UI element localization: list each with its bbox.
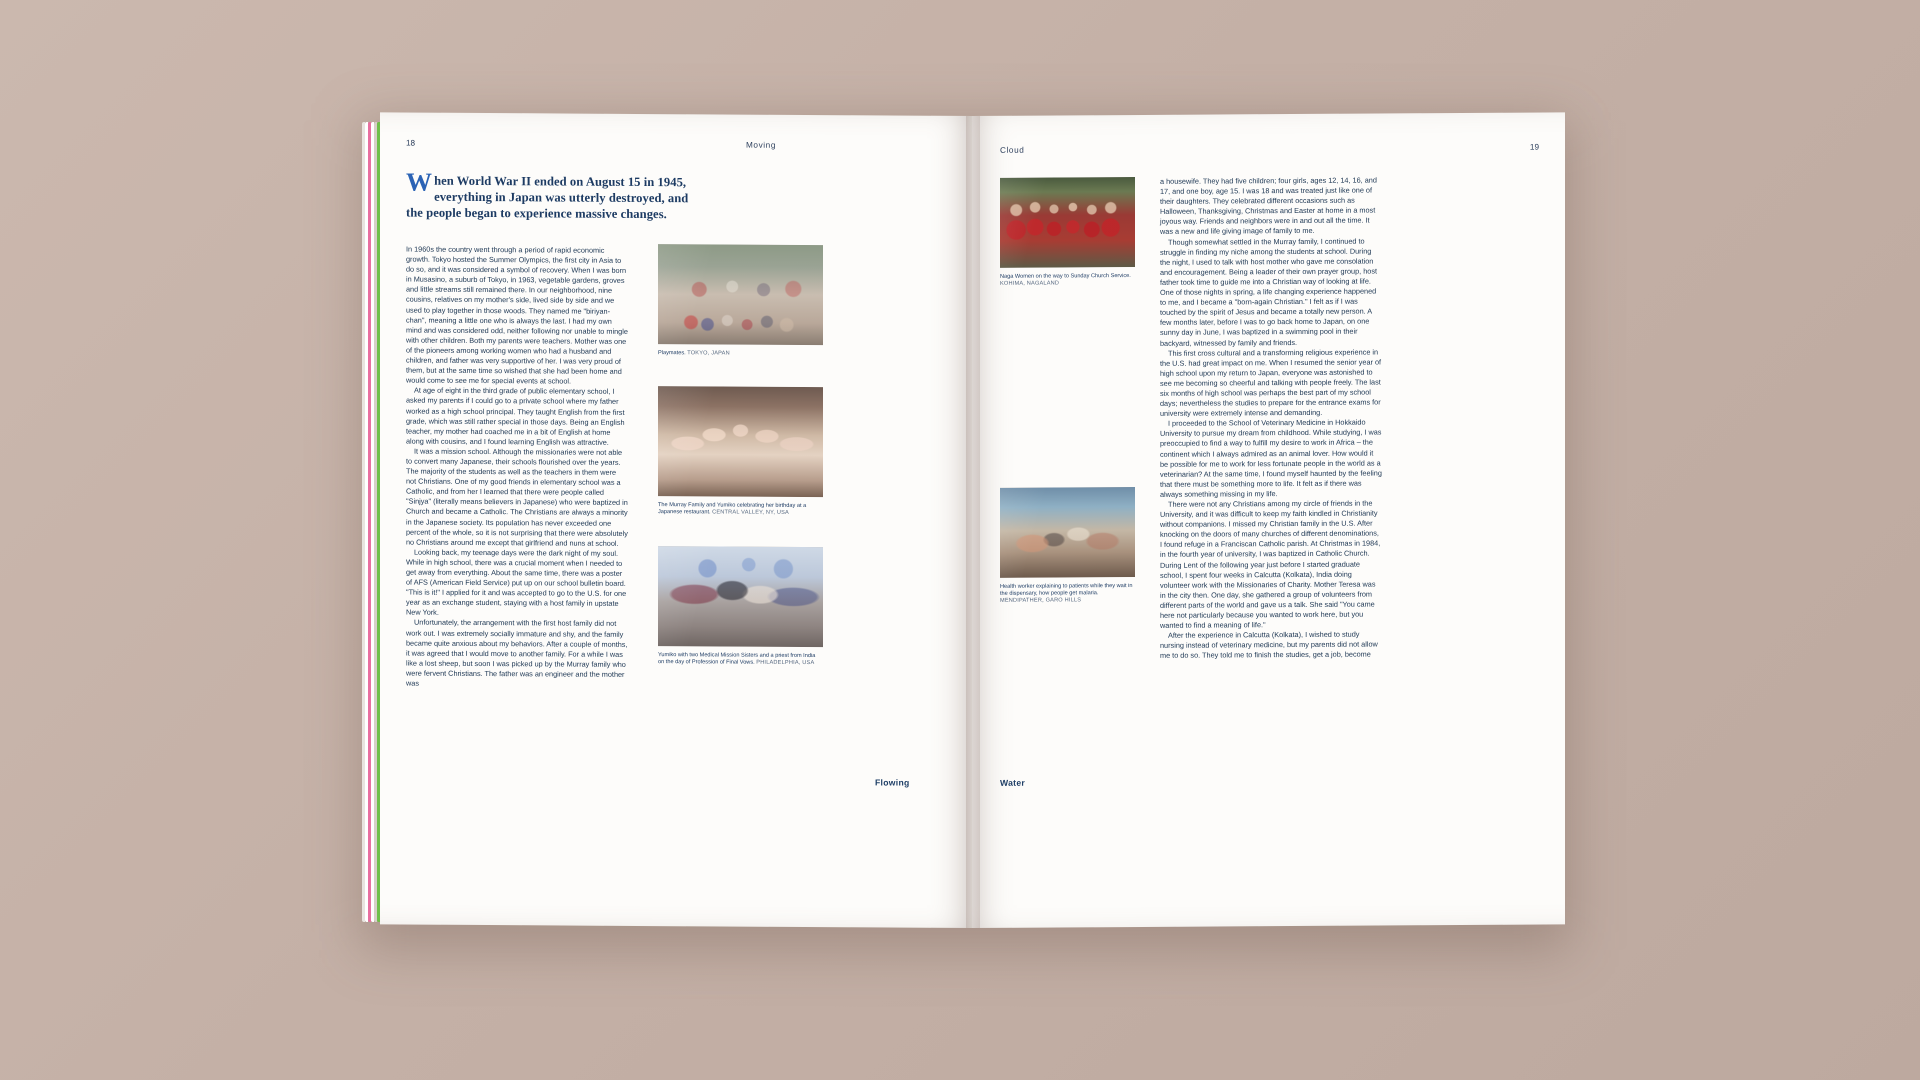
- article-headline: [406, 167, 696, 223]
- paragraph: In 1960s the country went through a period of rapid economic growth. Tokyo hosted the Summer Olympics, the first city in Asia to do so, and it was considered a symbol of recovery. When I was born in Musasino, a suburb of Tokyo, in 1963, vegetable gardens, groves and little streams still remained there. In our neighborhood, nine cousins, relatives on my mother's side, lived side by side and we used to play together in those woods. They named me "biriyan-chan", meaning a little one who is always the last. I had my own mind and was considered odd, neither following nor unable to mingle with other children. Both my parents were teachers. Mother was one of the pioneers among working women who had a husband and children, and father was very supportive of her. I was very proud of them, but at the same time so wished that she had been home and would come to see me for special events at school.: [406, 244, 628, 386]
- paragraph: It was a mission school. Although the missionaries were not able to convert many Japanese, their schools flourished over the years. The majority of the students as well as the teachers in them were not Christians. One of my good friends in elementary school was a Catholic, and from her I learned that there were people called "Sinjya" (literally means believers in Japanese) who were baptized in Church and became a Catholic. The Christians are always a minority in the Japanese society. Its population has never exceeded one percent of the whole, so it is not surprising that there were absolutely no Christians around me except that girlfriend and nuns at school.: [406, 446, 628, 548]
- caption-text: Health worker explaining to patients while they wait in the dispensary, how people get malaria.: [1000, 583, 1133, 598]
- caption-text: Yumiko with two Medical Mission Sisters and a priest from India on the day of Profession of Final Vows.: [658, 652, 816, 666]
- caption-location: KOHIMA, NAGALAND: [1000, 280, 1060, 288]
- right-body-column: [1160, 175, 1382, 661]
- health-worker-photo-caption: [1000, 583, 1140, 605]
- health-worker-photo: [1000, 487, 1135, 578]
- headline-text: hen World War II ended on August 15 in 1945, everything in Japan was utterly destroyed, and the people began to experience massive changes.: [406, 173, 689, 222]
- playmates-photo: [658, 244, 823, 345]
- playmates-photo-caption: [658, 350, 823, 358]
- naga-women-photo: [1000, 177, 1135, 268]
- murray-family-photo-caption: [658, 502, 823, 517]
- paragraph: There were not any Christians among my circle of friends in the University, and it was difficult to keep my faith kindled in Christianity without companions. I missed my Christian family in the U.S. After knocking on the doors of many churches of different denominations, I found refuge in a Franciscan Catholic parish. At Christmas in 1984, in the fourth year of university, I was baptized in Catholic Church. During Lent of the following year just before I started graduate school, I spent four weeks in Calcutta (Kolkata), India doing volunteer work with the Missionaries of Charity. Mother Teresa was in the city then. One day, she gathered a group of volunteers from different parts of the world and gave us a talk. She said "You came here not particularly because you wanted to work here, but you wanted to find a meaning of life.": [1160, 498, 1381, 630]
- paragraph: This first cross cultural and a transforming religious experience in the U.S. had great impact on me. When I resumed the senior year of high school upon my return to Japan, everyone was astonished to see me becoming so cheerful and talking with people freely. The last six months of high school was perhaps the best part of my school days; nevertheless the studies to prepare for the entrance exams for university were extremely intense and demanding.: [1160, 347, 1382, 419]
- right-running-head: Cloud: [1000, 145, 1025, 155]
- caption-location: MENDIPATHER, GARO HILLS: [1000, 597, 1082, 605]
- caption-location: CENTRAL VALLEY, NY, USA: [712, 509, 789, 517]
- paragraph: At age of eight in the third grade of public elementary school, I asked my parents if I could go to a private school where my father worked as a high school principal. They taught English from the first grade, which was still rather special in those days. Being an English teacher, my mother had coached me in a bit of English at home along with cousins, and I found learning English was attractive.: [406, 385, 625, 447]
- book-spread: [380, 116, 1565, 928]
- medical-mission-sisters-photo-caption: [658, 652, 823, 667]
- right-page-folio: 19: [1529, 142, 1539, 152]
- caption-text: Playmates.: [658, 350, 686, 357]
- paragraph: I proceeded to the School of Veterinary Medicine in Hokkaido University to pursue my dream from childhood. While studying, I was preoccupied to find a way to fulfill my desire to work in Africa – the continent which I always admired as an animal lover. How would it be possible for me to work for less fortunate people in the world as a veterinarian? At the same time, I found myself haunted by the feeling that there must be something more to life. It felt as if there was always something missing in my life.: [1160, 417, 1382, 499]
- right-page: [972, 112, 1565, 928]
- caption-text: Naga Women on the way to Sunday Church Service.: [1000, 273, 1131, 280]
- left-running-head: Moving: [746, 140, 776, 150]
- right-running-foot: Water: [1000, 777, 1026, 788]
- caption-location: PHILADELPHIA, USA: [756, 659, 815, 667]
- left-page: [380, 112, 972, 928]
- left-body-column: [406, 245, 628, 690]
- caption-location: TOKYO, JAPAN: [687, 350, 730, 357]
- naga-women-photo-caption: [1000, 273, 1140, 288]
- drop-cap: W: [406, 167, 433, 197]
- paragraph: Looking back, my teenage days were the dark night of my soul. While in high school, there was a crucial moment when I needed to get away from everything. About the same time, there was a poster of AFS (American Field Service) put up on our school bulletin board. "This is it!" I applied for it and was accepted to go to the U.S. for one year as an exchange student, staying with a host family in upstate New York.: [406, 547, 627, 618]
- murray-family-photo: [658, 386, 823, 497]
- paragraph: a housewife. They had five children; four girls, ages 12, 14, 16, and 17, and one boy, age 15. I was 18 and was treated just like one of their daughters. They celebrated different occasions such as Halloween, Thanksgiving, Christmas and Easter at home in a most joyous way. Friends and neighbors were in and out all the time. It was a new and life giving image of family to me.: [1160, 175, 1377, 237]
- caption-text: The Murray Family and Yumiko celebrating her birthday at a Japanese restaurant.: [658, 502, 807, 516]
- left-page-folio: 18: [406, 138, 416, 148]
- left-running-foot: Flowing: [875, 777, 910, 788]
- paragraph: Though somewhat settled in the Murray family, I continued to struggle in finding my niche among the students at school. During the night, I used to talk with host mother who gave me consolation and encouragement. Being a leader of their own prayer group, host father took time to guide me into a Christian way of looking at life. One of those nights in spring, a life changing experience happened to me, and I became a "born-again Christian." I felt as if I was touched by the spirit of Jesus and became a totally new person. A few months later, before I was to go back home to Japan, on one sunny day in June, I was baptized in a swimming pool in their backyard, witnessed by family and friends.: [1160, 236, 1378, 348]
- paragraph: Unfortunately, the arrangement with the first host family did not work out. I was extremely socially immature and shy, and the family became quite anxious about my behaviors. After a couple of months, it was agreed that I would move to another family. For a while I was like a lost sheep, but soon I was picked up by the Murray family who were fervent Christians. The father was an engineer and the mother was: [406, 618, 628, 688]
- paragraph: After the experience in Calcutta (Kolkata), I wished to study nursing instead of veterinary medicine, but my parents did not allow me to do so. They told me to finish the studies, get a job, become: [1160, 629, 1378, 661]
- medical-mission-sisters-photo: [658, 546, 823, 647]
